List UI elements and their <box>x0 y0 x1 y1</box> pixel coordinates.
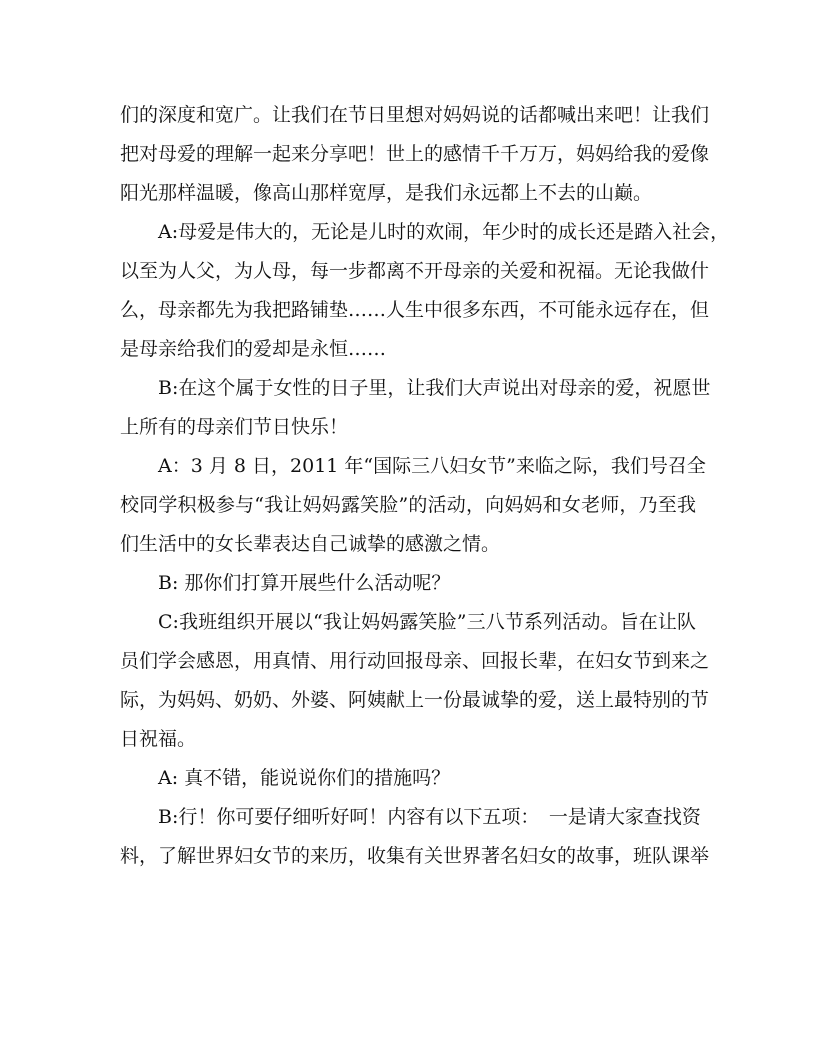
paragraph-start-line: B:在这个属于女性的日子里，让我们大声说出对母亲的爱，祝愿世 <box>158 377 711 399</box>
text-line: 员们学会感恩，用真情、用行动回报母亲、回报长辈，在妇女节到来之 <box>120 650 710 672</box>
text-line: 以至为人父，为人母，每一步都离不开母亲的关爱和祝福。无论我做什 <box>120 260 710 282</box>
text-line: 阳光那样温暖，像高山那样宽厚，是我们永远都上不去的山巅。 <box>120 182 653 204</box>
paragraph-start-line: B:行！你可要仔细听好呵！内容有以下五项： 一是请大家查找资 <box>158 806 701 828</box>
text-line: 们生活中的女长辈表达自己诚挚的感激之情。 <box>120 533 501 555</box>
paragraph-start-line: A：3 月 8 日，2011 年“国际三八妇女节”来临之际，我们号召全 <box>158 455 706 477</box>
text-line: 日祝福。 <box>120 728 197 750</box>
text-line: 是母亲给我们的爱却是永恒…… <box>120 338 387 360</box>
paragraph-start-line: A:母爱是伟大的，无论是儿时的欢闹，年少时的成长还是踏入社会， <box>158 221 730 243</box>
paragraph-start-line: B: 那你们打算开展些什么活动呢？ <box>158 572 451 594</box>
text-line: 际，为妈妈、奶奶、外婆、阿姨献上一份最诚挚的爱，送上最特别的节 <box>120 689 710 711</box>
paragraph-start-line: A: 真不错，能说说你们的措施吗？ <box>158 767 451 789</box>
text-line: 校同学积极参与“我让妈妈露笑脸”的活动，向妈妈和女老师，乃至我 <box>120 494 696 516</box>
text-line: 上所有的母亲们节日快乐！ <box>120 416 349 438</box>
text-line: 们的深度和宽广。让我们在节日里想对妈妈说的话都喊出来吧！让我们 <box>120 104 710 126</box>
text-line: 料，了解世界妇女节的来历，收集有关世界著名妇女的故事，班队课举 <box>120 845 710 867</box>
paragraph-start-line: C:我班组织开展以“我让妈妈露笑脸”三八节系列活动。旨在让队 <box>158 611 696 633</box>
document-body <box>120 96 730 876</box>
text-line: 把对母爱的理解一起来分享吧！世上的感情千千万万，妈妈给我的爱像 <box>120 143 710 165</box>
text-line: 么，母亲都先为我把路铺垫……人生中很多东西，不可能永远存在，但 <box>120 299 710 321</box>
